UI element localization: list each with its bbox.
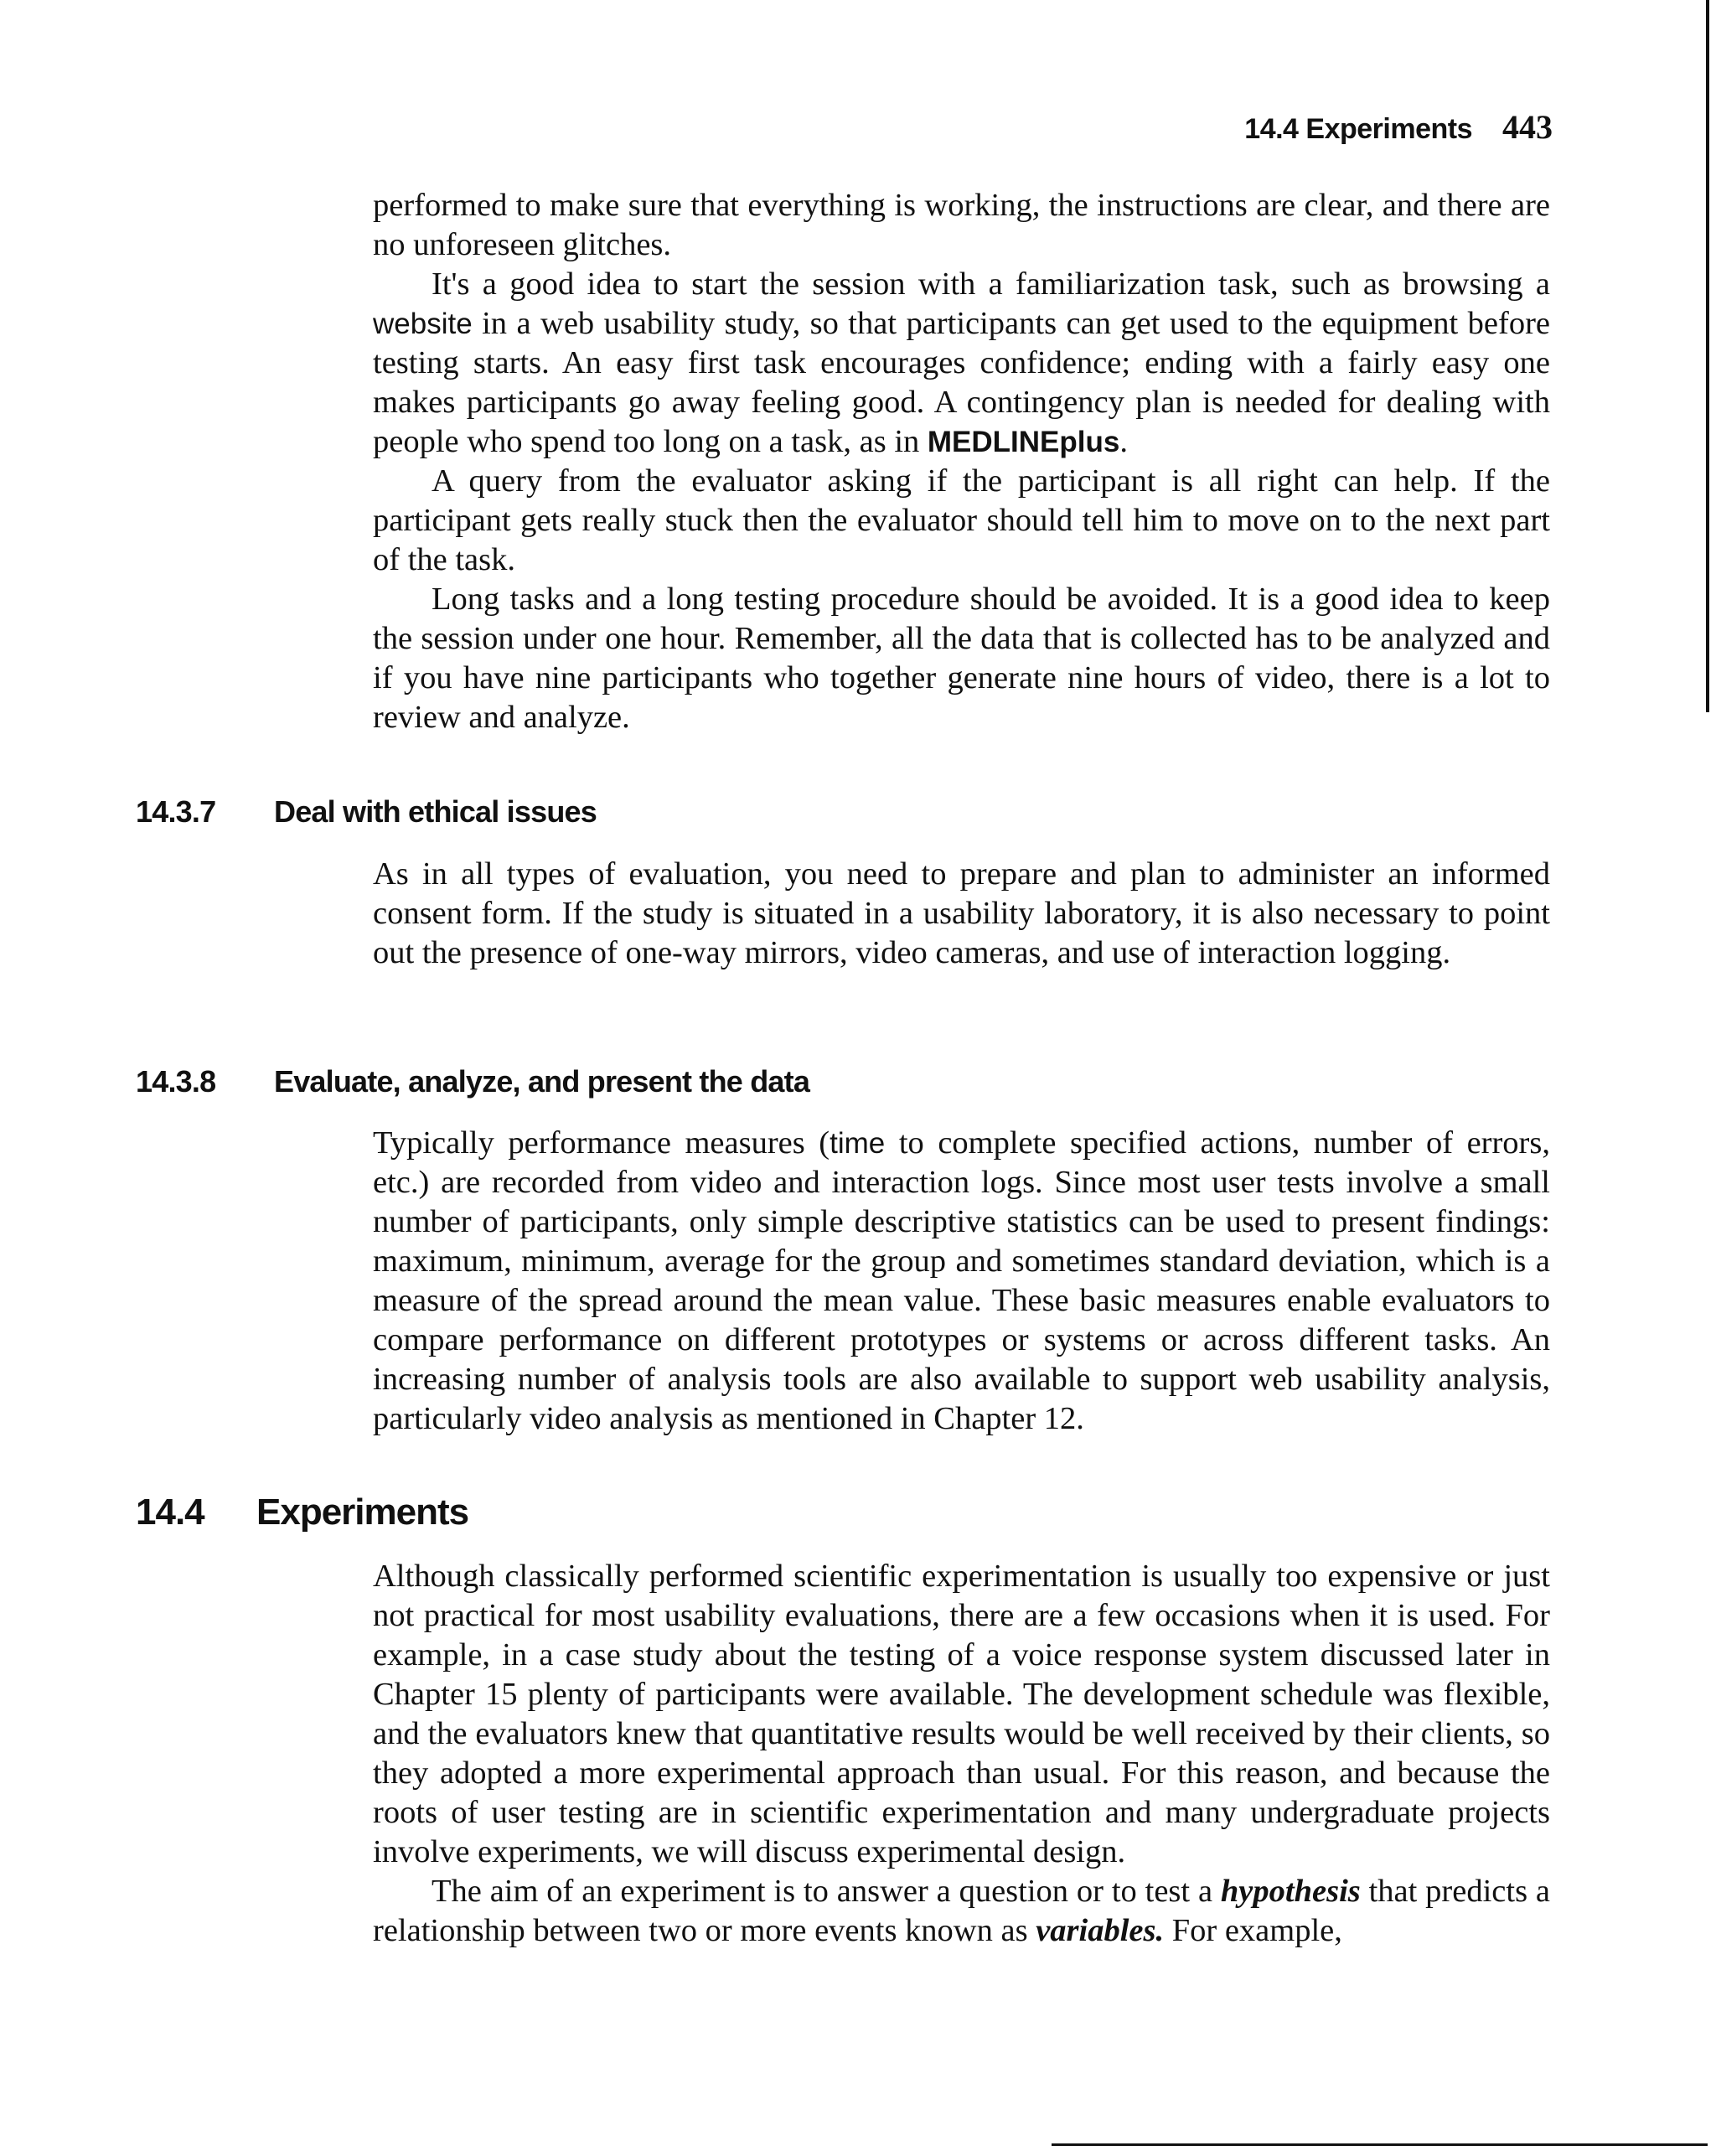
section-number: 14.4 <box>136 1492 204 1533</box>
section-body-14-3-7 <box>373 855 1550 973</box>
section-title: Evaluate, analyze, and present the data <box>274 1064 810 1099</box>
continuation-block <box>373 186 1550 737</box>
term-hypothesis: hypothesis <box>1220 1874 1361 1909</box>
page-edge-rule <box>1706 0 1709 712</box>
section-title: Experiments <box>256 1492 469 1533</box>
section-title: Deal with ethical issues <box>274 794 597 829</box>
paragraph: It's a good idea to start the session with a familiarization task, such as browsing a website in a web usability study, so that participants can get used to the equipment before testing starts. An easy first task encourages confidence; ending with a fairly easy one makes participants go away feeling good. A contingency plan is needed for dealing with people who spend too long on a task, as in MEDLINEplus. <box>373 266 1550 459</box>
running-head-section: 14.4 Experiments <box>1244 113 1472 145</box>
paragraph: The aim of an experiment is to answer a question or to test a hypothesis that predicts a relationship between two or more events known as variables. For example, <box>373 1874 1550 1948</box>
page-number: 443 <box>1502 108 1553 146</box>
inline-term-time: time <box>830 1127 886 1160</box>
section-heading-14-3-8 <box>136 1064 809 1099</box>
paragraph: Although classically performed scientific experimentation is usually too expensive or just not practical for most usability evaluations, there are a few occasions when it is used. For example, in a case study about the testing of a voice response system discussed later in Chapter 15 plenty of participants were available. The development schedule was flexible, and the evaluators knew that quantitative results would be well received by their clients, so they adopted a more experimental approach than usual. For this reason, and because the roots of user testing are in scientific experimentation and many undergraduate projects involve experiments, we will discuss experimental design. <box>373 1559 1550 1869</box>
inline-term-website: website <box>373 308 473 340</box>
paragraph: performed to make sure that everything is working, the instructions are clear, and there are no unforeseen glitches. <box>373 188 1550 262</box>
section-number: 14.3.7 <box>136 794 216 829</box>
section-heading-14-4 <box>136 1492 468 1533</box>
term-variables: variables. <box>1036 1913 1165 1948</box>
inline-term-medlineplus: MEDLINEplus <box>927 426 1120 458</box>
paragraph: Long tasks and a long testing procedure should be avoided. It is a good idea to keep the session under one hour. Remember, all the data that is collected has to be analyzed and if you have nine participants who together generate nine hours of video, there is a lot to review and analyze. <box>373 582 1550 735</box>
paragraph: A query from the evaluator asking if the participant is all right can help. If the participant gets really stuck then the evaluator should tell him to move on to the next part of the task. <box>373 463 1550 577</box>
paragraph: As in all types of evaluation, you need to prepare and plan to administer an informed consent form. If the study is situated in a usability laboratory, it is also necessary to point out the presence of one-way mirrors, video cameras, and use of interaction logging. <box>373 856 1550 970</box>
running-head <box>1244 107 1553 147</box>
section-body-14-4 <box>373 1557 1550 1951</box>
section-number: 14.3.8 <box>136 1064 216 1099</box>
section-heading-14-3-7 <box>136 794 597 830</box>
section-body-14-3-8 <box>373 1124 1550 1439</box>
bottom-rule <box>1052 2143 1708 2146</box>
paragraph: Typically performance measures (time to complete specified actions, number of errors, etc.) are recorded from video and interaction logs. Since most user tests involve a small number of participants, only simple descriptive statistics can be used to present findings: maximum, minimum, average for the group and sometimes standard deviation, which is a measure of the spread around the mean value. These basic measures enable evaluators to compare performance on different prototypes or systems or across different tasks. An increasing number of analysis tools are also available to support web usability analysis, particularly video analysis as mentioned in Chapter 12. <box>373 1125 1550 1436</box>
